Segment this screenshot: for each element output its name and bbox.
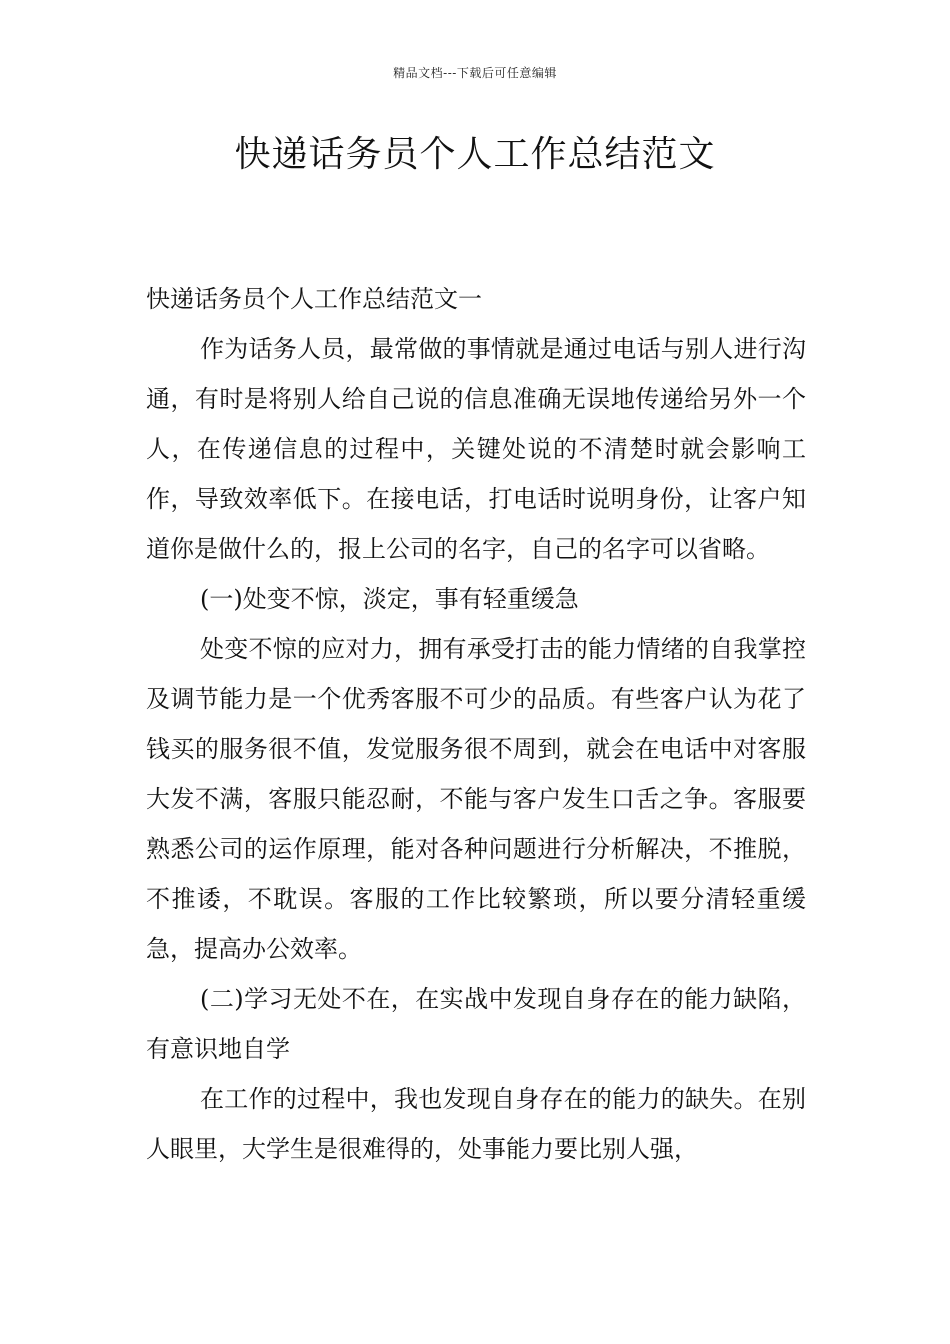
document-body — [146, 274, 806, 1174]
section-title: 快递话务员个人工作总结范文一 — [146, 285, 482, 313]
paragraph-self-study: 在工作的过程中，我也发现自身存在的能力的缺失。在别人眼里，大学生是很难得的，处事能力要比别人强， — [146, 1085, 806, 1163]
paragraph-intro: 作为话务人员，最常做的事情就是通过电话与别人进行沟通，有时是将别人给自己说的信息准确无误地传递给另外一个人，在传递信息的过程中，关键处说的不清楚时就会影响工作，导致效率低下。在接电话，打电话时说明身份，让客户知道你是做什么的，报上公司的名字，自己的名字可以省略。 — [146, 335, 806, 563]
paragraph-composure: 处变不惊的应对力，拥有承受打击的能力情绪的自我掌控及调节能力是一个优秀客服不可少的品质。有些客户认为花了钱买的服务很不值，发觉服务很不周到，就会在电话中对客服大发不满，客服只能忍耐，不能与客户发生口舌之争。客服要熟悉公司的运作原理，能对各种问题进行分析解决，不推脱，不推诿，不耽误。客服的工作比较繁琐，所以要分清轻重缓急，提高办公效率。 — [146, 635, 806, 963]
document-title: 快递话务员个人工作总结范文 — [234, 134, 716, 175]
subheading-one: (一)处变不惊，淡定，事有轻重缓急 — [200, 585, 579, 613]
page-header-watermark: 精品文档---下载后可任意编辑 — [393, 66, 557, 80]
subheading-two: (二)学习无处不在，在实战中发现自身存在的能力缺陷，有意识地自学 — [146, 985, 806, 1063]
